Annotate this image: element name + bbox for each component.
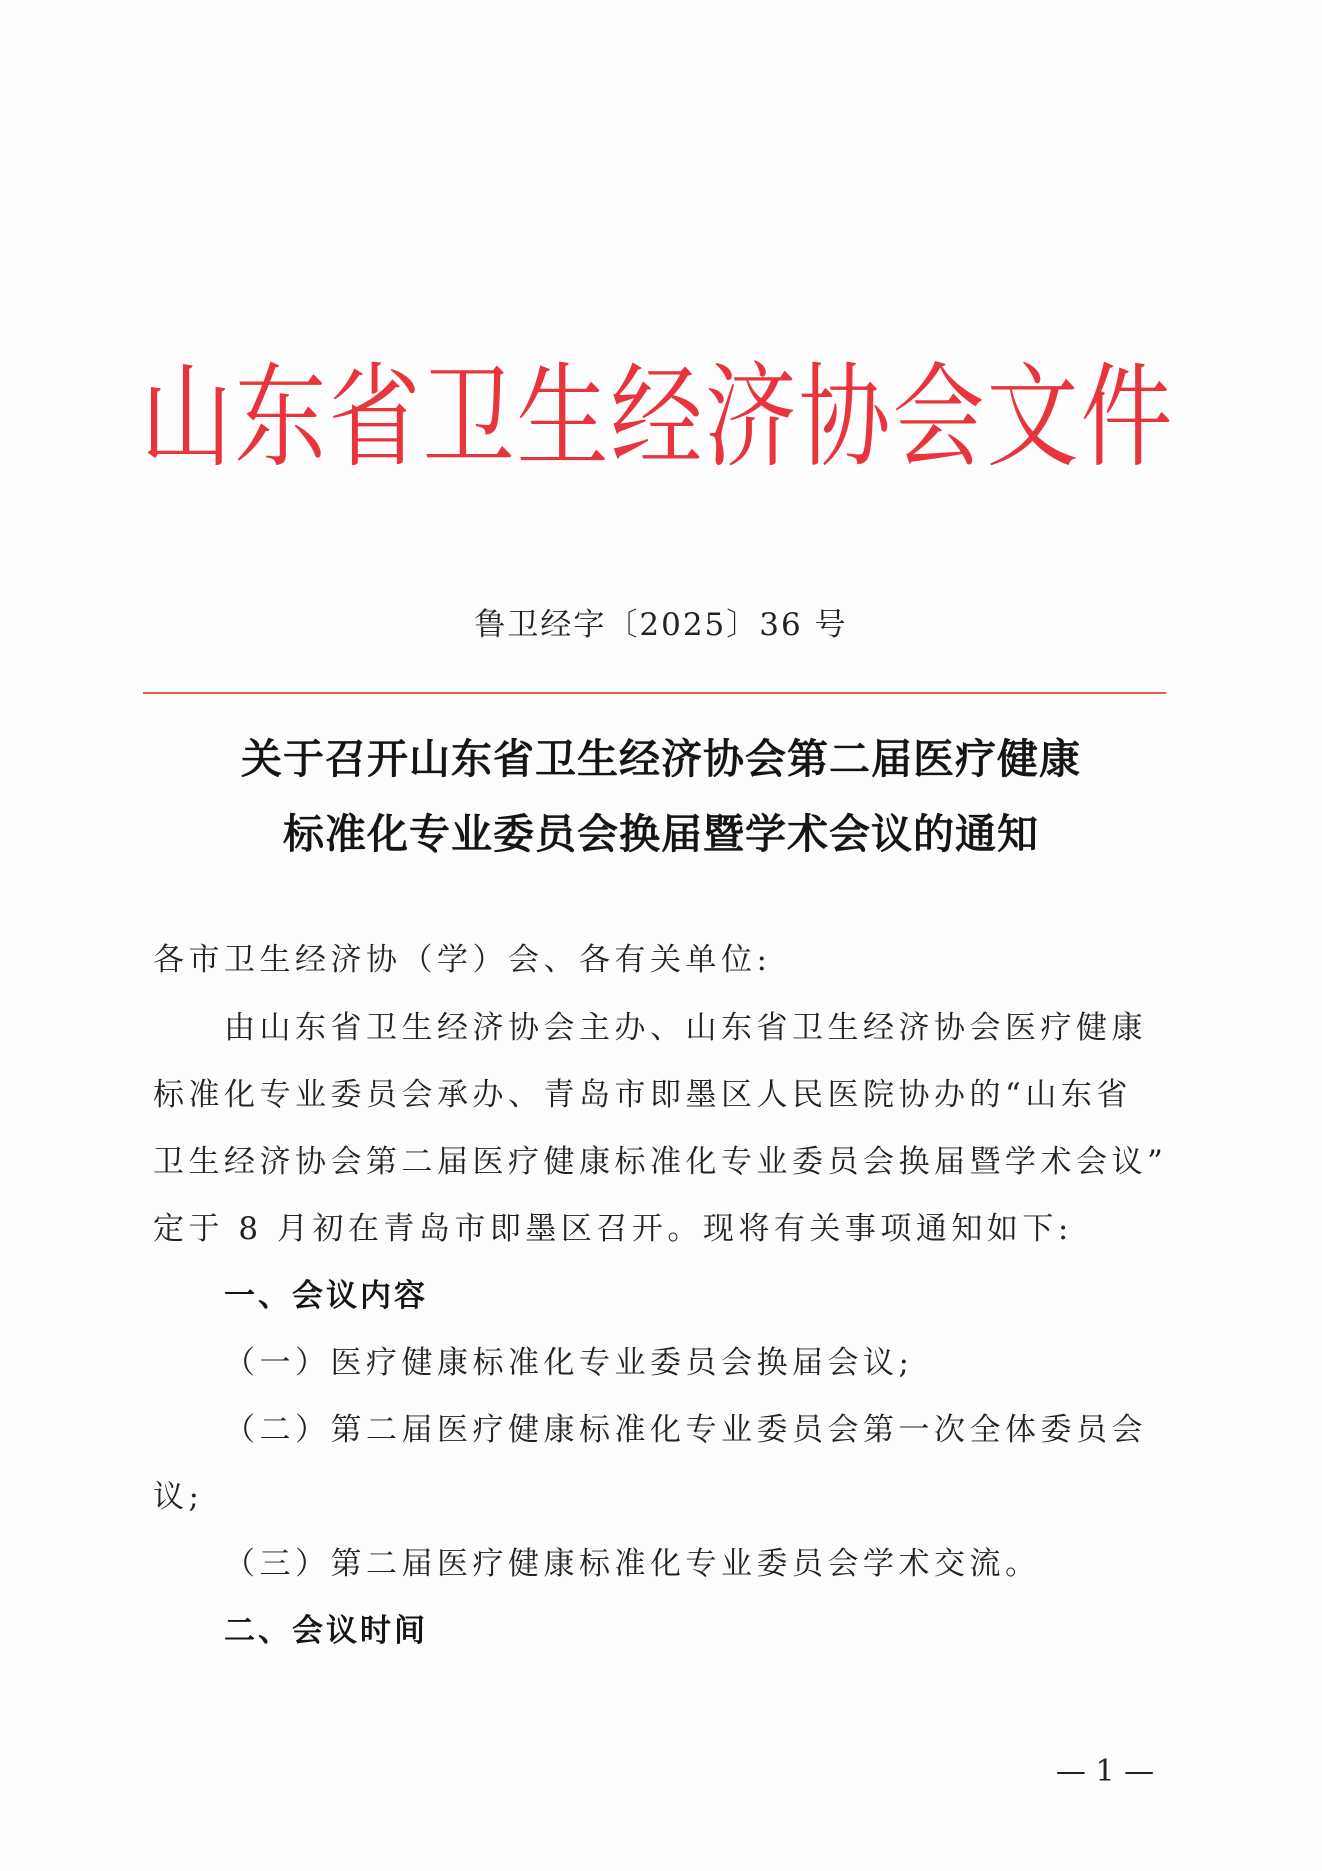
notice-title-line-2: 标准化专业委员会换届暨学术会议的通知 [283,810,1039,858]
notice-title [120,722,1202,872]
paragraph-1-line-4: 定于 8 月初在青岛市即墨区召开。现将有关事项通知如下: [153,1211,1073,1247]
notice-title-line-1: 关于召开山东省卫生经济协会第二届医疗健康 [241,735,1081,783]
section-1-item-2: （二）第二届医疗健康标准化专业委员会第一次全体委员会 [224,1412,1147,1448]
section-1-item-2-continued: 议; [153,1479,204,1515]
section-1-item-3: （三）第二届医疗健康标准化专业委员会学术交流。 [224,1546,1041,1582]
paragraph-1-line-2: 标准化专业委员会承办、青岛市即墨区人民医院协办的“山东省 [153,1077,1132,1113]
document-number: 鲁卫经字〔2025〕36 号 [474,607,848,643]
section-1-heading: 一、会议内容 [224,1278,428,1314]
section-2-heading: 二、会议时间 [224,1613,428,1649]
org-header-title: 山东省卫生经济协会文件 [140,352,1175,483]
paragraph-1-line-3: 卫生经济协会第二届医疗健康标准化专业委员会换届暨学术会议” [153,1144,1168,1180]
salutation: 各市卫生经济协（学）会、各有关单位: [153,942,772,978]
section-1-item-1: （一）医疗健康标准化专业委员会换届会议; [224,1345,914,1381]
red-divider-line [143,692,1166,694]
paragraph-1-line-1: 由山东省卫生经济协会主办、山东省卫生经济协会医疗健康 [224,1010,1147,1046]
page-number: — 1 — [1055,1754,1155,1789]
